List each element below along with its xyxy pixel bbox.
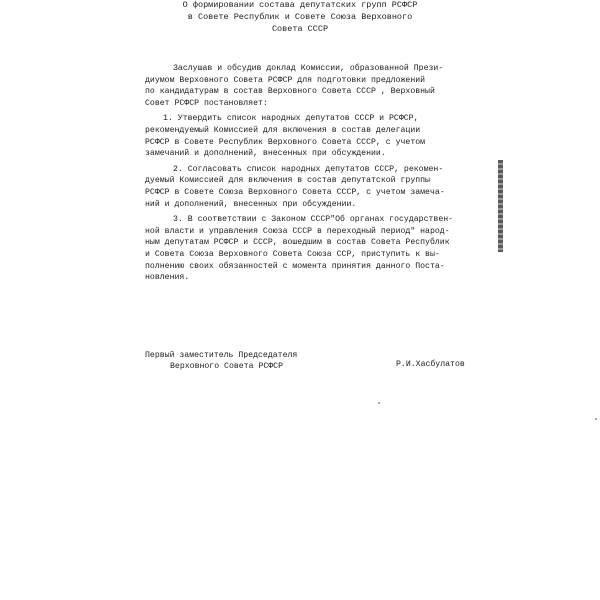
text-line: полнению своих обязанностей с момента принятия данного Поста- (145, 261, 445, 271)
text-line: ным депутатам РСФСР и СССР, вошедшим в состав Совета Республик (145, 238, 450, 248)
text-line: по кандидатурам в состав Верховного Совета СССР , Верховный (145, 87, 435, 97)
text-line: Совет РСФСР постановляет: (145, 98, 268, 108)
text-line: дуемый Комиссией для включения в состав депутатской группы (145, 176, 430, 186)
text-line: новления. (145, 273, 190, 283)
document-title (150, 0, 450, 35)
scan-speck (378, 402, 380, 404)
text-line: замечаний и дополнений, внесенных при обсуждении. (145, 149, 386, 159)
title-line: О формировании состава депутатских групп РСФСР (182, 0, 418, 10)
scan-speck (595, 418, 597, 420)
document-body (145, 63, 475, 288)
preamble-paragraph (145, 63, 475, 109)
text-line: ной власти и управления Союза СССР в переходный период" народ- (145, 226, 450, 236)
item-1-paragraph (145, 113, 475, 159)
title-line: в Совете Республик и Совете Союза Верховного (187, 12, 413, 22)
text-line: Заслушав и обсудив доклад Комиссии, образованной Прези- (173, 64, 444, 73)
item-3-paragraph (145, 214, 475, 284)
text-line: 2. Согласовать список народных депутатов СССР, рекомен- (173, 164, 444, 174)
scan-artifact (498, 160, 503, 252)
position-line: Первый заместитель Председателя (145, 351, 298, 360)
signatory-position (145, 350, 297, 372)
text-line: 1. Утвердить список народных депутатов СССР и РСФСР, (163, 114, 419, 124)
item-2-paragraph (145, 164, 475, 210)
signatory-name: Р.И.Хасбулатов (396, 360, 465, 369)
text-line: рекомендуемый Комиссией для включения в состав делегации (145, 125, 421, 135)
position-line: Верховного Совета РСФСР (170, 362, 284, 371)
text-line: ний и дополнений, внесенных при обсуждении. (145, 199, 357, 209)
text-line: диумом Верховного Совета РСФСР для подготовки предложений (145, 75, 426, 85)
text-line: РСФСР в Совете Союза Верховного Совета СССР, с учетом замеча- (145, 187, 445, 197)
text-line: 3. В соответствии с Законом СССР"Об органах государствен- (173, 215, 454, 225)
title-line: Совета СССР (271, 24, 329, 34)
text-line: и Совета Союза Верховного Совета Союза ССР, приступить к вы- (145, 249, 440, 259)
text-line: РСФСР в Совете Республик Верховного Совета СССР, с учетом (145, 137, 426, 147)
